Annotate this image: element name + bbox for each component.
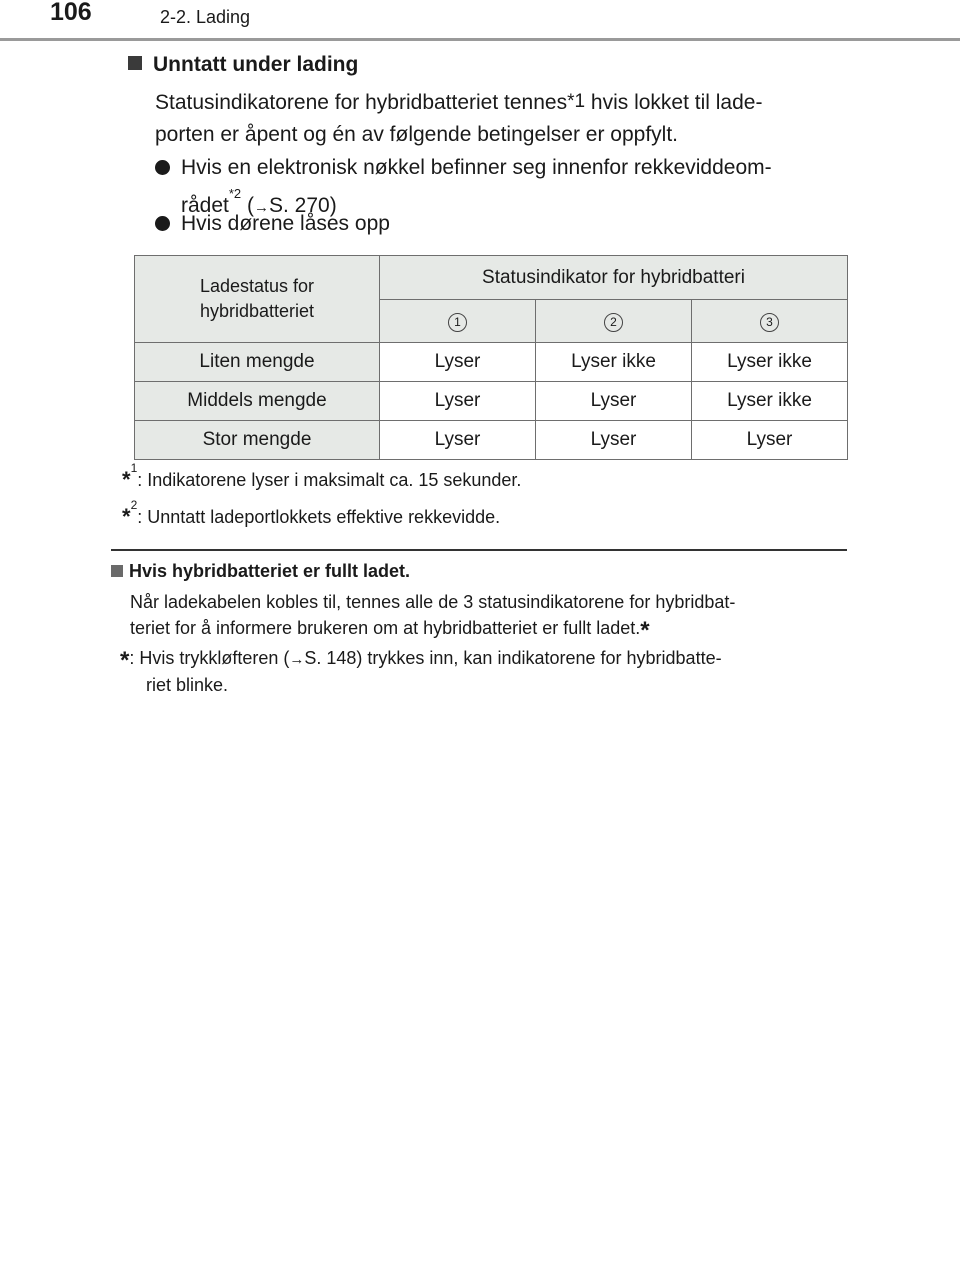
square-bullet-icon [111, 565, 123, 577]
footnote-ref-2: *2 [228, 186, 242, 201]
circled-number-icon: 3 [760, 313, 779, 332]
fullt-ladet-line2: teriet for å informere brukeren om at hybridbatteriet er fullt ladet.* [130, 617, 650, 644]
page-header [0, 0, 960, 44]
table-header-indicator: Statusindikator for hybridbatteri [380, 256, 848, 300]
circled-number-icon: 1 [448, 313, 467, 332]
page-ref-link[interactable]: S. 148) trykkes inn, kan indikatorene for hybridbatte- [304, 648, 722, 668]
bullet-dot-icon [155, 216, 170, 231]
bullet-dot-icon [155, 160, 170, 175]
indicator-header-3 [692, 300, 848, 343]
intro-paragraph-line2: porten er åpent og én av følgende betingelser er oppfylt. [155, 123, 679, 146]
table-row: Liten mengde Lyser Lyser ikke Lyser ikke [135, 343, 848, 382]
table-row: Stor mengde Lyser Lyser Lyser [135, 421, 848, 460]
status-table [134, 255, 848, 460]
note-line2: riet blinke. [146, 675, 229, 695]
header-divider [0, 38, 960, 41]
heading-unntatt-under-lading [128, 53, 358, 77]
intro-paragraph: Statusindikatorene for hybridbatteriet tennes$^{*1}$ hvis lokket til lade- [155, 91, 763, 114]
square-bullet-icon [128, 56, 142, 70]
indicator-header-2 [536, 300, 692, 343]
heading-text: Hvis hybridbatteriet er fullt ladet. [129, 561, 411, 581]
heading-fullt-ladet [111, 561, 410, 582]
arrow-right-icon: → [289, 651, 305, 668]
page-ref-link[interactable]: S. 270) [269, 194, 337, 217]
footnote-ref-1: *1 [567, 91, 586, 112]
bullet-item-doors: Hvis dørene låses opp [155, 208, 847, 240]
table-row: Middels mengde Lyser Lyser Lyser ikke [135, 382, 848, 421]
heading-text: Unntatt under lading [153, 53, 359, 76]
footnote-2: *$^2$: Unntatt ladeportlokkets effektive rekkevidde. [122, 498, 501, 529]
table-header-status: Ladestatus for hybridbatteriet [135, 256, 380, 343]
footnote-ref-star: * [640, 617, 650, 644]
section-title: 2-2. Lading [160, 7, 251, 27]
page-number: 106 [50, 0, 92, 26]
footnote-1: *$^1$: Indikatorene lyser i maksimalt ca. 15 sekunder. [122, 461, 522, 492]
indicator-header-1 [380, 300, 536, 343]
circled-number-icon: 2 [604, 313, 623, 332]
bullet-item-key: Hvis en elektronisk nøkkel befinner seg innenfor rekkeviddeom- rådet$^{*2}$ (→S. 270) [155, 152, 847, 216]
section-divider [111, 549, 847, 551]
fullt-ladet-line1: Når ladekabelen kobles til, tennes alle de 3 statusindikatorene for hybridbat- [130, 592, 736, 612]
note-trykklofter: *: Hvis trykkløfteren (→S. 148) trykkes inn, kan indikatorene for hybridbatte- [120, 647, 722, 674]
arrow-right-icon: → [254, 199, 269, 216]
